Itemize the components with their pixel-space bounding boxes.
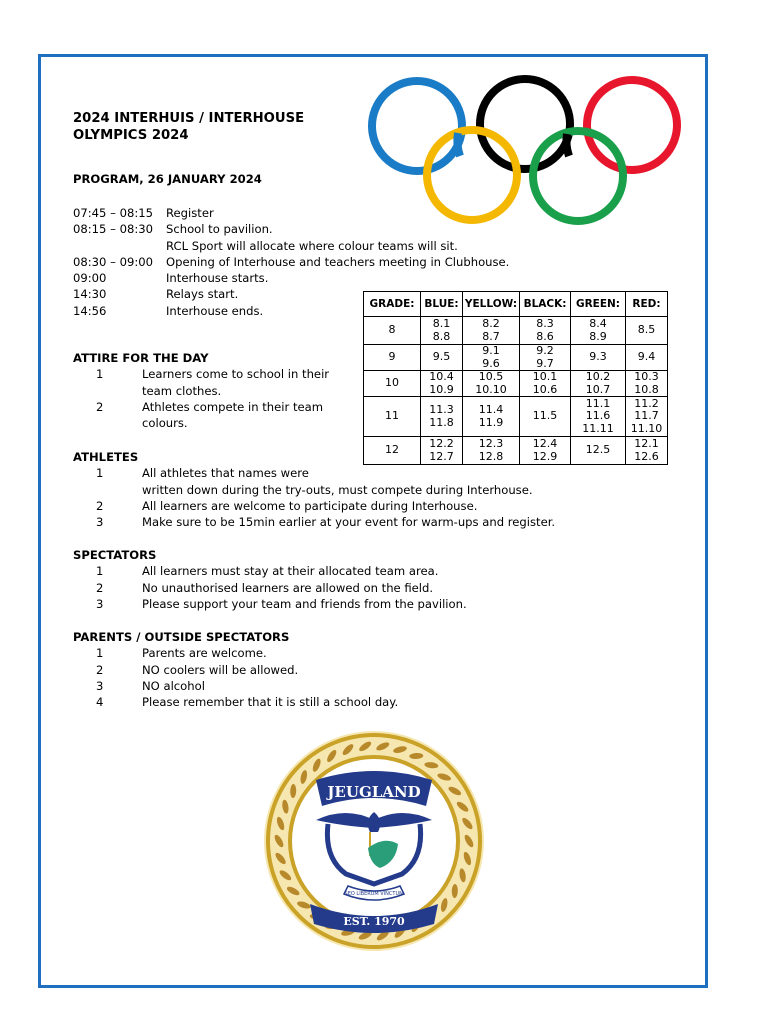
item-text [142,498,477,514]
item-text [142,662,298,678]
class-value: 10.2 [585,370,611,384]
class-value: 11.6 [585,409,611,423]
item-text-line: Please remember that it is still a school day. [142,695,399,710]
class-cell [626,345,668,371]
class-value: 12.6 [634,449,659,463]
class-cell [520,371,571,397]
parents-heading: PARENTS / OUTSIDE SPECTATORS [73,630,290,644]
parents-section [73,629,398,710]
class-value: 9.3 [589,350,607,364]
class-value: 10.6 [532,382,558,396]
class-value: 8.2 [482,317,500,331]
schedule-time [73,238,166,254]
parents-list-item [73,662,398,678]
class-value: 8.4 [589,317,607,331]
grade-cell: 11 [364,397,421,437]
class-value: 12.3 [478,437,504,451]
crest-est: EST. 1970 [343,915,405,928]
class-cell [463,437,520,465]
item-text-line: No unauthorised learners are allowed on the field. [142,580,434,595]
class-cell [626,317,668,345]
spectators-list-item [73,596,467,612]
schedule-row [73,270,509,286]
class-cell [626,437,668,465]
schedule-description: Interhouse starts. [166,271,269,286]
item-text-line: Learners come to school in their [142,367,330,382]
schedule-description: School to pavilion. [166,222,273,237]
item-text-line: team clothes. [142,383,222,398]
crest-name: JEUGLAND [327,783,421,801]
class-value: 11.3 [429,403,454,417]
program-heading: PROGRAM, 26 JANUARY 2024 [73,172,262,186]
class-cell [520,397,571,437]
class-value: 11.5 [532,409,558,423]
item-text-line: All learners are welcome to participate during Interhouse. [142,498,478,513]
item-number: 3 [96,596,104,611]
class-cell [463,397,520,437]
item-text-line: Parents are welcome. [142,646,267,661]
house-allocation-table [363,291,668,465]
item-text-line: Please support your team and friends from the pavilion. [142,596,467,611]
item-text [142,366,329,399]
class-value: 12.5 [585,443,611,457]
class-value: 8.9 [589,329,607,343]
ring-blue [372,81,462,171]
grade-cell: 8 [364,317,421,345]
item-text-line: written down during the try-outs, must compete during Interhouse. [142,482,533,497]
class-cell [463,317,520,345]
class-cell [421,437,463,465]
spectators-section [73,547,467,612]
schedule-description: Register [166,206,214,220]
athletes-heading: ATHLETES [73,450,139,464]
item-text [142,645,267,661]
grade-cell: 10 [364,371,421,397]
parents-list-item [73,645,398,661]
attire-list-item [73,399,329,432]
class-value: 12.4 [532,437,558,451]
class-cell [571,371,626,397]
item-text-line: All learners must stay at their allocated team area. [142,564,439,579]
table-row [364,437,668,465]
class-value: 11.9 [478,415,504,429]
class-value: 10.10 [475,382,507,396]
class-value: 9.6 [482,356,500,370]
grade-cell: 12 [364,437,421,465]
class-value: 12.1 [634,437,659,451]
schedule-time: 14:56 [73,303,107,318]
crest-motto: SEO LIBERUM VINCTUM [344,891,404,897]
item-text-line: NO alcohol [142,678,205,693]
schedule-row [73,254,509,270]
schedule-time: 09:00 [73,271,107,286]
class-value: 12.7 [429,449,454,463]
schedule-time: 07:45 – 08:15 [73,206,153,220]
class-value: 11.8 [429,415,454,429]
schedule-time: 14:30 [73,287,107,302]
class-value: 9.7 [536,356,554,370]
schedule-description: Opening of Interhouse and teachers meeting in Clubhouse. [166,254,510,269]
class-value: 12.9 [532,449,558,463]
title-line-2: OLYMPICS 2024 [73,128,189,143]
class-value: 11.11 [582,421,614,435]
item-number: 2 [96,399,104,414]
attire-heading: ATTIRE FOR THE DAY [73,351,209,365]
schedule-description: Interhouse ends. [166,303,264,318]
class-value: 12.8 [478,449,504,463]
item-text-line: colours. [142,416,188,431]
table-row [364,345,668,371]
spectators-heading: SPECTATORS [73,548,157,562]
item-number: 3 [96,678,104,693]
schedule-row [73,205,509,221]
class-cell [571,317,626,345]
grade-cell: 9 [364,345,421,371]
class-cell [520,345,571,371]
item-text [142,596,467,612]
schedule-description: RCL Sport will allocate where colour teams will sit. [166,238,458,253]
spectators-list-item [73,563,467,579]
table-header-cell: RED: [626,292,668,317]
ring-black [480,79,570,169]
class-value: 11.1 [585,397,611,411]
attire-section [73,350,329,431]
table-header-cell: GRADE: [364,292,421,317]
parents-list-item [73,694,398,710]
class-value: 11.10 [630,421,663,435]
table-header-cell: BLUE: [421,292,463,317]
athletes-list-item [73,465,555,498]
item-text [142,563,438,579]
class-cell [571,345,626,371]
class-value: 9.2 [536,344,554,358]
item-text-line: All athletes that names were [142,466,309,481]
class-value: 8.7 [482,329,500,343]
item-number: 4 [96,695,104,710]
item-text [142,399,323,432]
schedule-description: Relays start. [166,287,239,302]
class-cell [520,437,571,465]
item-number: 3 [96,515,104,530]
class-value: 9.5 [432,350,451,364]
class-value: 10.3 [634,370,659,384]
class-value: 11.2 [634,397,659,411]
athletes-list-item [73,514,555,530]
title-line-1: 2024 INTERHUIS / INTERHOUSE [73,111,305,126]
class-value: 10.8 [634,382,659,396]
item-number: 2 [96,498,104,513]
class-cell [463,345,520,371]
class-value: 10.5 [478,370,504,384]
class-cell [421,397,463,437]
item-number: 1 [96,367,104,382]
class-cell [626,371,668,397]
class-value: 11.7 [634,409,659,423]
class-value: 8.5 [637,323,656,337]
class-value: 8.8 [432,329,451,343]
item-text [142,694,398,710]
schedule-row [73,238,509,254]
class-value: 8.3 [536,317,554,331]
spectators-list-item [73,580,467,596]
class-cell [463,371,520,397]
class-cell [626,397,668,437]
item-text-line: Athletes compete in their team [142,399,324,414]
ring-green [533,131,623,221]
table-header-cell: GREEN: [571,292,626,317]
class-value: 8.1 [432,317,451,331]
schedule-time: 08:30 – 09:00 [73,254,153,269]
attire-list-item [73,366,329,399]
item-text [142,580,433,596]
item-number: 1 [96,466,104,481]
class-cell [571,437,626,465]
table-header-cell: BLACK: [520,292,571,317]
class-value: 9.4 [637,350,656,364]
table-header-cell: YELLOW: [463,292,520,317]
item-text [142,514,555,530]
class-value: 10.4 [429,370,454,384]
item-text [142,678,205,694]
item-number: 1 [96,564,104,579]
table-row [364,317,668,345]
class-value: 10.7 [585,382,611,396]
schedule-time: 08:15 – 08:30 [73,222,153,237]
class-cell [421,371,463,397]
table-row [364,397,668,437]
document-title [73,110,304,144]
schedule-row [73,221,509,237]
item-number: 2 [96,662,104,677]
class-cell [571,397,626,437]
class-value: 11.4 [478,403,504,417]
class-cell [520,317,571,345]
class-value: 8.6 [536,329,554,343]
table-row [364,371,668,397]
item-number: 2 [96,580,104,595]
class-cell [421,317,463,345]
ring-red [587,80,677,170]
athletes-list-item [73,498,555,514]
class-value: 10.9 [429,382,454,396]
item-text-line: NO coolers will be allowed. [142,662,299,677]
item-text-line: Make sure to be 15min earlier at your event for warm-ups and register. [142,515,556,530]
parents-list-item [73,678,398,694]
item-text [142,465,533,498]
class-value: 10.1 [532,370,558,384]
class-value: 9.1 [482,344,500,358]
class-cell [421,345,463,371]
school-crest-logo [246,728,502,954]
class-value: 12.2 [429,437,454,451]
item-number: 1 [96,646,104,661]
